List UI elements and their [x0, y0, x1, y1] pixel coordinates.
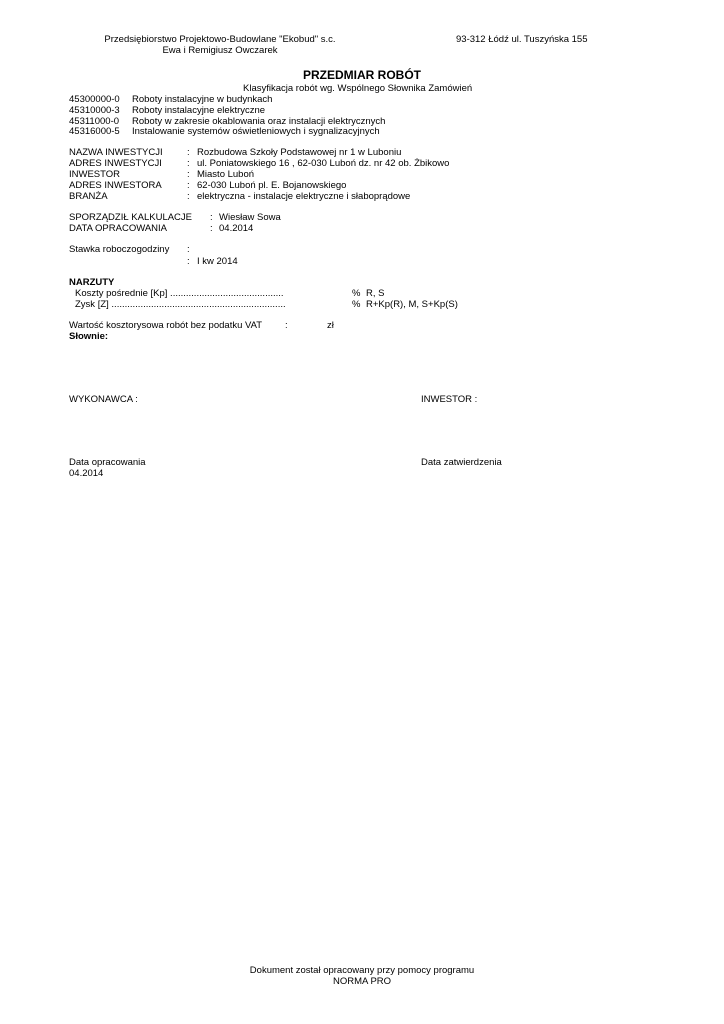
field-value: Wiesław Sowa: [219, 212, 281, 223]
field-value: Miasto Luboń: [197, 169, 255, 180]
cpv-description: Roboty instalacyjne elektryczne: [132, 105, 266, 116]
field-separator: :: [187, 180, 190, 191]
detail-row: [69, 158, 450, 169]
field-label: ADRES INWESTORA: [69, 180, 162, 191]
cost-value-currency: zł: [327, 320, 334, 331]
footer-line1: Dokument został opracowany przy pomocy programu: [249, 965, 475, 976]
field-separator: :: [210, 223, 213, 234]
footer-line2: NORMA PRO: [332, 976, 392, 987]
field-label: INWESTOR: [69, 169, 121, 180]
cpv-code: 45300000-0: [69, 94, 120, 105]
field-value: ul. Poniatowskiego 16 , 62-030 Luboń dz. nr 42 ob. Żbikowo: [197, 158, 450, 169]
field-value: elektryczna - instalacje elektryczne i słaboprądowe: [197, 191, 411, 202]
surcharges-heading: NARZUTY: [69, 277, 115, 288]
surcharge-basis: R+Kp(R), M, S+Kp(S): [366, 299, 458, 310]
surcharge-unit: %: [352, 299, 361, 310]
classification-heading: Klasyfikacja robót wg. Wspólnego Słownika Zamówień: [243, 83, 473, 94]
contractor-label: WYKONAWCA :: [69, 394, 138, 405]
field-label: ADRES INWESTYCJI: [69, 158, 162, 169]
field-label: SPORZĄDZIŁ KALKULACJE: [69, 212, 193, 223]
surcharge-label: Zysk [Z] ..................................................................: [75, 299, 286, 310]
field-label: NAZWA INWESTYCJI: [69, 147, 163, 158]
detail-row: [69, 169, 255, 180]
list-item: [69, 126, 380, 137]
detail-row: [69, 180, 347, 191]
field-label: BRANŻA: [69, 191, 108, 202]
field-separator: :: [187, 169, 190, 180]
rate-period-separator: :: [187, 256, 190, 267]
field-separator: :: [187, 191, 190, 202]
amount-in-words-label: Słownie:: [69, 331, 109, 342]
surcharge-basis: R, S: [366, 288, 385, 299]
surcharge-label: Koszty pośrednie [Kp] ...........................................: [75, 288, 284, 299]
field-value: 62-030 Luboń pl. E. Bojanowskiego: [197, 180, 347, 191]
field-value: 04.2014: [219, 223, 254, 234]
cpv-code: 45310000-3: [69, 105, 120, 116]
rate-separator: :: [187, 244, 190, 255]
prepared-date-label: Data opracowania: [69, 457, 146, 468]
detail-row: [69, 191, 411, 202]
cpv-description: Roboty instalacyjne w budynkach: [132, 94, 273, 105]
field-separator: :: [210, 212, 213, 223]
company-name: Przedsiębiorstwo Projektowo-Budowlane "Ekobud" s.c.: [104, 34, 336, 45]
list-item: [69, 105, 266, 116]
surcharge-row: [75, 288, 385, 299]
cost-value-label: Wartość kosztorysowa robót bez podatku VAT: [69, 320, 263, 331]
detail-row: [69, 223, 254, 234]
cpv-description: Instalowanie systemów oświetleniowych i sygnalizacyjnych: [132, 126, 380, 137]
investor-label: INWESTOR :: [421, 394, 478, 405]
rate-label: Stawka roboczogodziny: [69, 244, 170, 255]
document-title: PRZEDMIAR ROBÓT: [303, 68, 421, 82]
rate-period: I kw 2014: [197, 256, 238, 267]
surcharge-unit: %: [352, 288, 361, 299]
list-item: [69, 94, 273, 105]
detail-row: [69, 212, 281, 223]
cost-value-separator: :: [285, 320, 288, 331]
company-owners: Ewa i Remigiusz Owczarek: [162, 45, 278, 56]
field-separator: :: [187, 147, 190, 158]
cpv-code: 45316000-5: [69, 126, 120, 137]
approval-date-label: Data zatwierdzenia: [421, 457, 502, 468]
company-address: 93-312 Łódź ul. Tuszyńska 155: [456, 34, 588, 45]
field-label: DATA OPRACOWANIA: [69, 223, 168, 234]
cpv-code: 45311000-0: [69, 116, 120, 127]
detail-row: [69, 147, 402, 158]
field-value: Rozbudowa Szkoły Podstawowej nr 1 w Luboniu: [197, 147, 402, 158]
surcharge-row: [75, 299, 458, 310]
field-separator: :: [187, 158, 190, 169]
prepared-date-value: 04.2014: [69, 468, 104, 479]
cpv-description: Roboty w zakresie okablowania oraz instalacji elektrycznych: [132, 116, 386, 127]
